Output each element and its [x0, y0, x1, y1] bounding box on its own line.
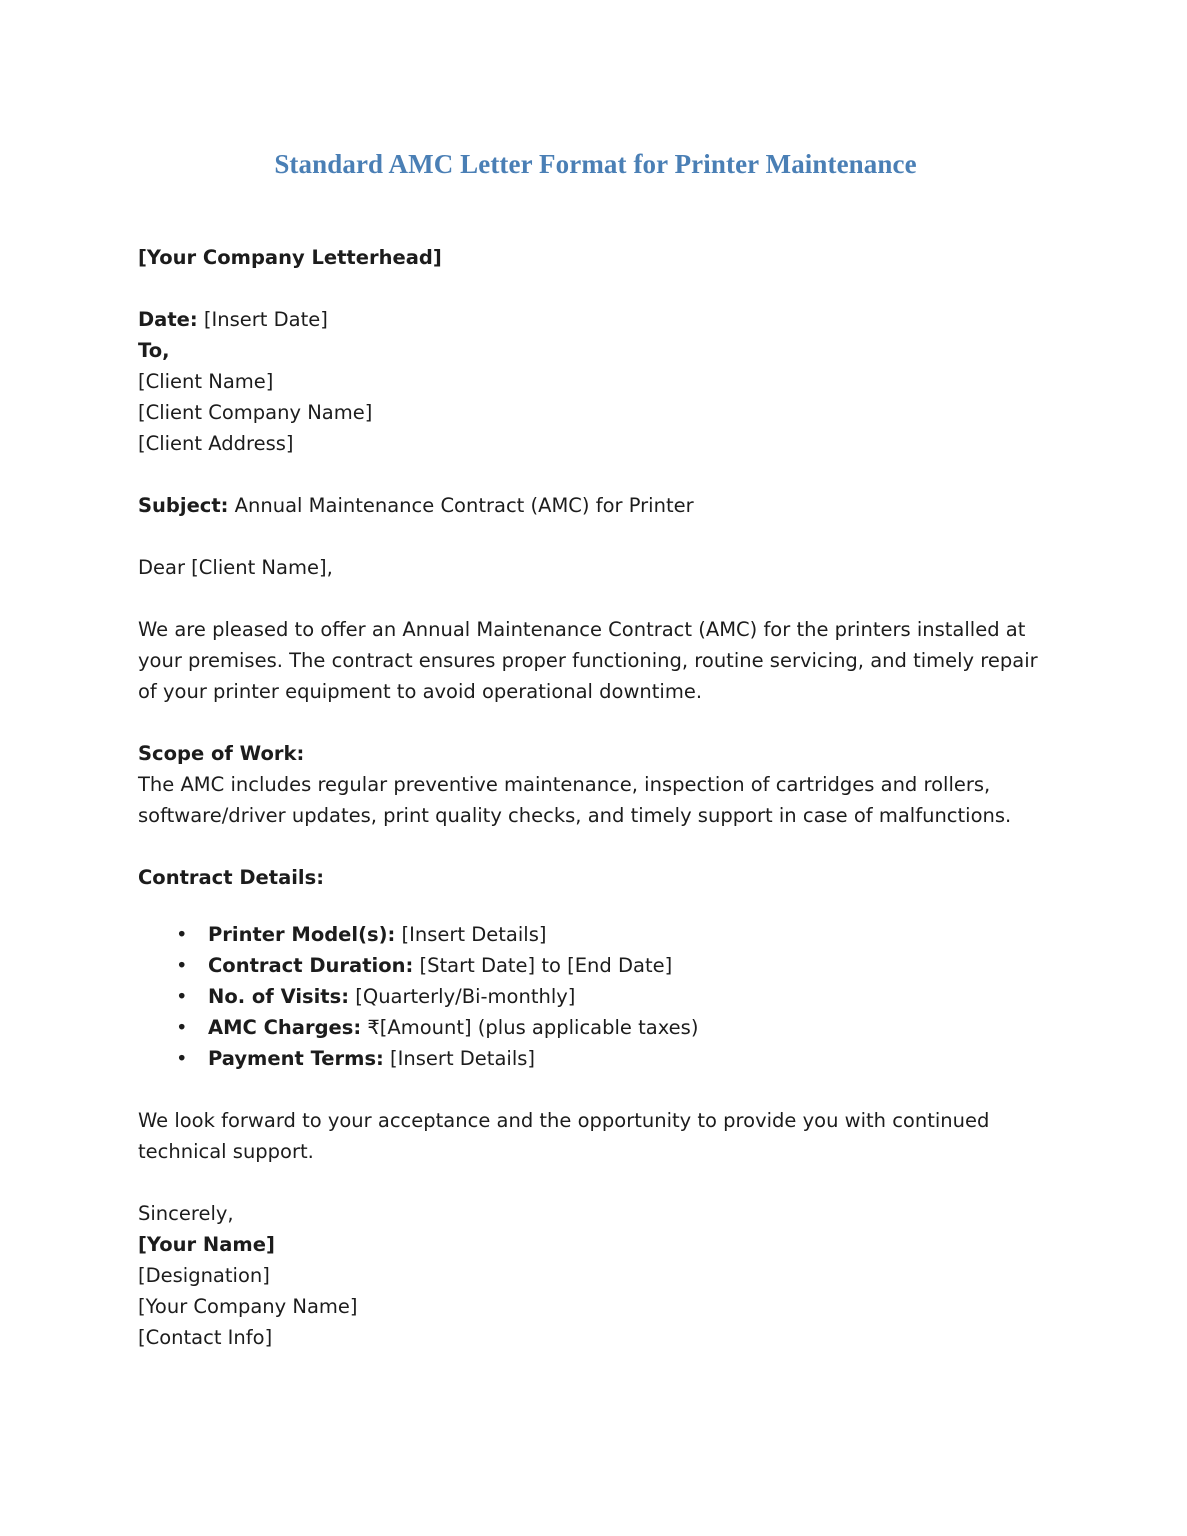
list-item-label: AMC Charges: [208, 1016, 362, 1040]
letterhead-placeholder: [Your Company Letterhead] [138, 246, 442, 270]
recipient-address: [Client Address] [138, 432, 294, 456]
signoff-contact: [Contact Info] [138, 1326, 273, 1350]
bullet-icon: • [176, 923, 188, 947]
closing-paragraph: We look forward to your acceptance and the opportunity to provide you with continued technical support. [138, 1109, 990, 1164]
spacer [138, 521, 1053, 552]
recipient-company: [Client Company Name] [138, 401, 373, 425]
contract-details-list [138, 919, 1053, 1074]
list-item-value: [Quarterly/Bi-monthly] [349, 985, 576, 1009]
signoff-company: [Your Company Name] [138, 1295, 358, 1319]
spacer [138, 583, 1053, 614]
bullet-icon: • [176, 954, 188, 978]
list-item-label: Printer Model(s): [208, 923, 396, 947]
list-item-value: ₹[Amount] (plus applicable taxes) [361, 1016, 699, 1040]
signoff-sincerely: Sincerely, [138, 1202, 234, 1226]
date-line [138, 304, 1053, 335]
bullet-icon: • [176, 985, 188, 1009]
date-label: Date: [138, 308, 198, 332]
subject-label: Subject: [138, 494, 229, 518]
to-label: To, [138, 339, 170, 363]
page-title: Standard AMC Letter Format for Printer Maintenance [274, 149, 917, 179]
list-item [138, 981, 1053, 1012]
recipient-name: [Client Name] [138, 370, 274, 394]
list-item-label: Payment Terms: [208, 1047, 384, 1071]
salutation: Dear [Client Name], [138, 556, 333, 580]
spacer [138, 273, 1053, 304]
list-item-value: [Start Date] to [End Date] [413, 954, 673, 978]
list-item [138, 919, 1053, 950]
contract-details-heading: Contract Details: [138, 866, 325, 890]
spacer [138, 707, 1053, 738]
list-item-label: Contract Duration: [208, 954, 414, 978]
spacer [138, 831, 1053, 862]
list-item [138, 950, 1053, 981]
date-value: [Insert Date] [197, 308, 328, 332]
spacer [138, 1074, 1053, 1105]
intro-paragraph: We are pleased to offer an Annual Maintenance Contract (AMC) for the printers installed at your premises. The contract ensures proper functioning, routine servicing, and timely repair of your printer equipment to avoid operational downtime. [138, 618, 1038, 704]
subject-line [138, 490, 1053, 521]
bullet-icon: • [176, 1016, 188, 1040]
scope-paragraph: The AMC includes regular preventive maintenance, inspection of cartridges and rollers, software/driver updates, print quality checks, and timely support in case of malfunctions. [138, 773, 1012, 828]
document-body [138, 148, 1053, 1353]
list-item-value: [Insert Details] [395, 923, 547, 947]
subject-value: Annual Maintenance Contract (AMC) for Printer [228, 494, 694, 518]
list-item-value: [Insert Details] [383, 1047, 536, 1071]
list-item [138, 1012, 1053, 1043]
spacer [138, 1167, 1053, 1198]
spacer [138, 893, 1053, 919]
spacer [138, 459, 1053, 490]
list-item [138, 1043, 1053, 1074]
scope-heading: Scope of Work: [138, 742, 305, 766]
signoff-name: [Your Name] [138, 1233, 275, 1257]
bullet-icon: • [176, 1047, 188, 1071]
spacer [138, 180, 1053, 242]
list-item-label: No. of Visits: [208, 985, 350, 1009]
signoff-designation: [Designation] [138, 1264, 270, 1288]
